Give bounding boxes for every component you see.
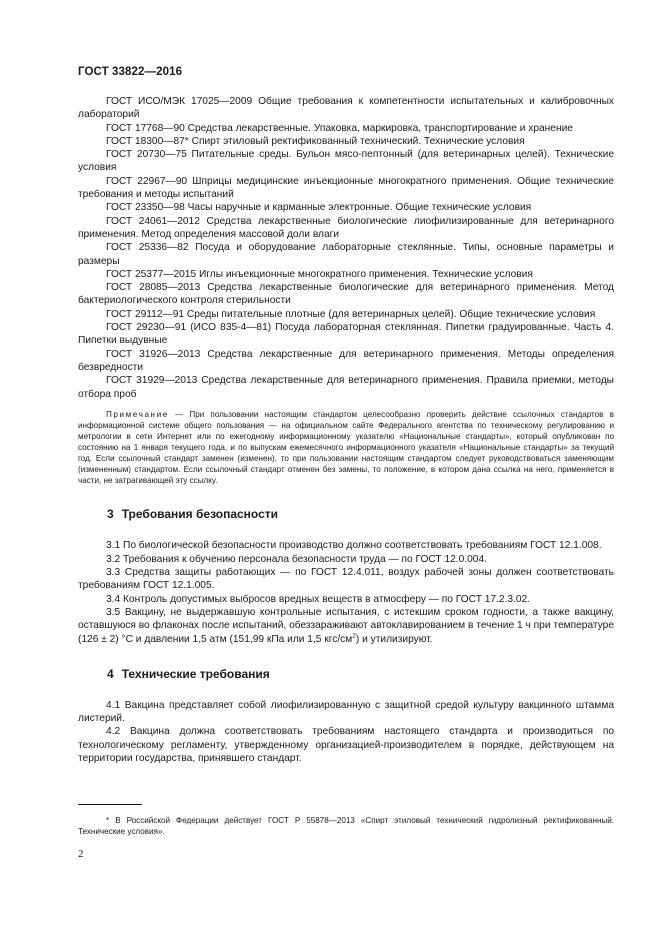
standard-header: ГОСТ 33822—2016 (78, 66, 183, 78)
reference-item: ГОСТ 31926—2013 Средства лекарственные для ветеринарного применения. Методы определения безвредности (78, 348, 614, 373)
superscript: 2 (352, 632, 356, 640)
note-text: — При пользовании настоящим стандартом целесообразно проверить действие ссылочных стандартов в информационной системе общего пользования — на официальном сайте Федерального агентства по техническому регулированию и метрологии в сети Интернет или по ежегодному информационному указателю «Национальные стандарты», который опубликован по состоянию на 1 января текущего года, и по выпускам ежемесячного информационного указателя «Национальные стандарты» за текущий год. Если ссылочный стандарт заменен (изменен), то при пользовании настоящим стандартом следует руководствоваться заменяющим (измененным) стандартом. Если ссылочный стандарт отменен без замены, то положение, в котором дана ссылка на него, применяется в части, не затрагивающей эту ссылку. (78, 409, 614, 486)
clause-4-2: 4.2 Вакцина должна соответствовать требованиям настоящего стандарта и производиться по технологическому регламенту, утвержденному организацией-производителем в порядке, действующем на территории государства, принявшего стандарт. (78, 726, 614, 765)
reference-item: ГОСТ 25336—82 Посуда и оборудование лабораторные стеклянные. Типы, основные параметры и размеры (78, 242, 614, 267)
clause-3-3: 3.3 Средства защиты работающих — по ГОСТ 12.4.011, воздух рабочей зоны должен соответствовать требованиям ГОСТ 12.1.005. (78, 567, 614, 592)
reference-item: ГОСТ 28085—2013 Средства лекарственные биологические для ветеринарного применения. Метод бактериологического контроля стерильности (78, 282, 614, 307)
clause-3-4: 3.4 Контроль допустимых выбросов вредных веществ в атмосферу — по ГОСТ 17.2.3.02. (106, 593, 531, 605)
reference-item: ГОСТ ИСО/МЭК 17025—2009 Общие требования к компетентности испытательных и калибровочных лабораторий (78, 96, 614, 121)
reference-item: ГОСТ 20730—75 Питательные среды. Бульон мясо-пептонный (для ветеринарных целей). Технические условия (78, 149, 614, 174)
references-list (78, 95, 614, 401)
content-body (78, 95, 614, 765)
section-3-heading (107, 507, 614, 521)
section-title: Требования безопасности (121, 507, 279, 522)
note-paragraph (78, 409, 614, 487)
section-4-heading (107, 667, 614, 681)
reference-item: ГОСТ 22967—90 Шприцы медицинские инъекционные многократного применения. Общие технические требования и методы испытаний (78, 175, 614, 201)
reference-item: ГОСТ 29230—91 (ИСО 835-4—81) Посуда лабораторная стеклянная. Пипетки градуированные. Часть 4. Пипетки выдувные (78, 322, 614, 347)
clause-3-5-end: ) и утилизируют. (355, 633, 433, 645)
section-title: Технические требования (121, 666, 270, 681)
reference-item: ГОСТ 17768—90 Средства лекарственные. Упаковка, маркировка, транспортирование и хранение (106, 122, 573, 134)
page-number: 2 (78, 848, 84, 860)
reference-item: ГОСТ 23350—98 Часы наручные и карманные электронные. Общие технические условия (106, 202, 532, 214)
reference-item: ГОСТ 18300—87* Спирт этиловый ректификованный технический. Технические условия (106, 135, 525, 147)
reference-item: ГОСТ 31929—2013 Средства лекарственные для ветеринарного применения. Правила приемки, методы отбора проб (78, 375, 614, 400)
clause-3-2: 3.2 Требования к обучению персонала безопасности труда — по ГОСТ 12.0.004. (106, 553, 487, 565)
reference-item: ГОСТ 29112—91 Среды питательные плотные (для ветеринарных целей). Общие технические условия (106, 308, 596, 320)
footnote: * В Российской Федерации действует ГОСТ Р 55878—2013 «Спирт этиловый технический гидролизный ректификованный. Технические условия». (78, 816, 614, 837)
clause-4-1: 4.1 Вакцина представляет собой лиофилизированную с защитной средой культуру вакцинного штамма листерий. (78, 699, 614, 725)
reference-item: ГОСТ 25377—2015 Иглы инъекционные многократного применения. Технические условия (106, 268, 533, 280)
clause-3-5-text: 3.5 Вакцину, не выдержавшую контрольные испытания, с истекшим сроком годности, а также вакцину, оставшуюся во флаконах после испытаний, обеззараживают автоклавированием в течение 1 ч при температуре (126 ± 2) °С и давлении 1,5 атм (151,99 кПа или 1,5 кгс/см (78, 606, 614, 645)
clause-3-1: 3.1 По биологической безопасности производство должно соответствовать требованиям ГОСТ 12.1.008. (106, 540, 602, 552)
footnote-separator (78, 804, 142, 805)
reference-item: ГОСТ 24061—2012 Средства лекарственные биологические лиофилизированные для ветеринарного применения. Метод определения массовой доли влаги (78, 215, 614, 240)
note-label: Примечание (106, 409, 169, 419)
section-number: 3 (107, 507, 114, 522)
section-number: 4 (107, 666, 114, 681)
clause-3-5 (78, 606, 614, 646)
